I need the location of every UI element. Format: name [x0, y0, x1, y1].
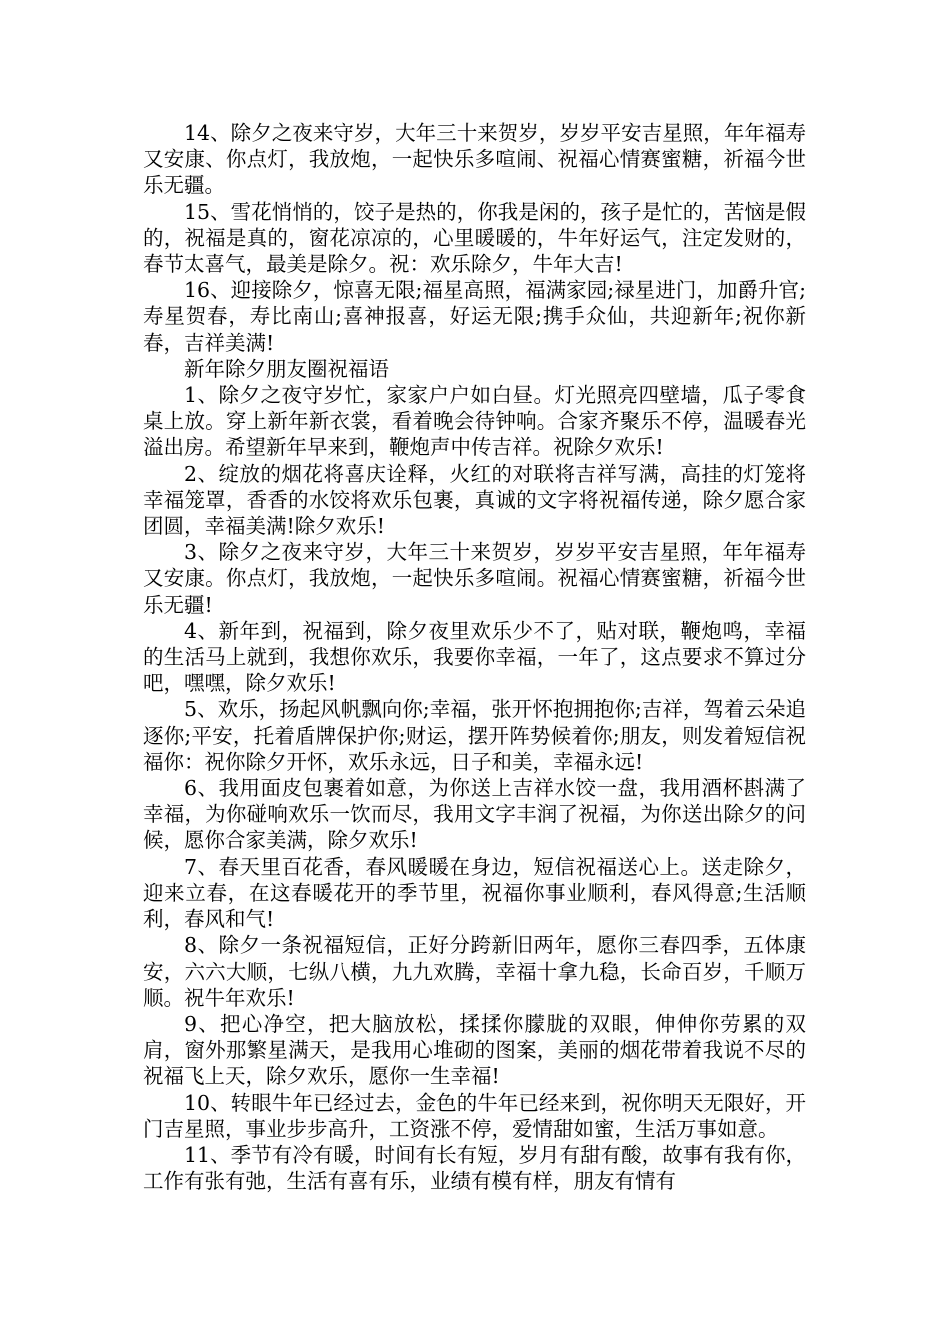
list-item-10: 10、转眼牛年已经过去，金色的牛年已经来到，祝你明天无限好，开门吉星照，事业步步高升，工资涨不停，爱情甜如蜜，生活万事如意。	[143, 1090, 806, 1141]
list-item-9: 9、把心净空，把大脑放松，揉揉你朦胧的双眼，伸伸你劳累的双肩，窗外那繁星满天，是我用心堆砌的图案，美丽的烟花带着我说不尽的祝福飞上天，除夕欢乐，愿你一生幸福!	[143, 1011, 806, 1089]
paragraph-15: 15、雪花悄悄的，饺子是热的，你我是闲的，孩子是忙的，苦恼是假的，祝福是真的，窗花凉凉的，心里暖暖的，牛年好运气，注定发财的，春节太喜气，最美是除夕。祝：欢乐除夕，牛年大吉!	[143, 199, 806, 277]
section-heading: 新年除夕朋友圈祝福语	[184, 356, 389, 381]
list-item-5: 5、欢乐，扬起风帆飘向你;幸福，张开怀抱拥抱你;吉祥，驾着云朵追逐你;平安，托着盾牌保护你;财运，摆开阵势候着你;朋友，则发着短信祝福你：祝你除夕开怀，欢乐永远，日子和美，幸福永远!	[143, 697, 806, 774]
list-item-8: 8、除夕一条祝福短信，正好分跨新旧两年，愿你三春四季，五体康安，六六大顺，七纵八横，九九欢腾，幸福十拿九稳，长命百岁，千顺万顺。祝牛年欢乐!	[143, 933, 806, 1010]
list-item-1: 1、除夕之夜守岁忙，家家户户如白昼。灯光照亮四壁墙，瓜子零食桌上放。穿上新年新衣裳，看着晚会待钟响。合家齐聚乐不停，温暖春光溢出房。希望新年早来到，鞭炮声中传吉祥。祝除夕欢乐!	[143, 383, 806, 460]
list-item-2: 2、绽放的烟花将喜庆诠释，火红的对联将吉祥写满，高挂的灯笼将幸福笼罩，香香的水饺将欢乐包裹，真诚的文字将祝福传递，除夕愿合家团圆，幸福美满!除夕欢乐!	[143, 461, 806, 539]
list-item-11: 11、季节有冷有暖，时间有长有短，岁月有甜有酸，故事有我有你，工作有张有弛，生活有喜有乐，业绩有模有样，朋友有情有	[143, 1142, 806, 1194]
document-body	[143, 120, 806, 1194]
list-item-7: 7、春天里百花香，春风暖暖在身边，短信祝福送心上。送走除夕，迎来立春，在这春暖花开的季节里，祝福你事业顺利，春风得意;生活顺利，春风和气!	[143, 854, 806, 932]
paragraph-14: 14、除夕之夜来守岁，大年三十来贺岁，岁岁平安吉星照，年年福寿又安康、你点灯，我放炮，一起快乐多喧闹、祝福心情赛蜜糖，祈福今世乐无疆。	[143, 121, 806, 198]
list-item-4: 4、新年到，祝福到，除夕夜里欢乐少不了，贴对联，鞭炮鸣，幸福的生活马上就到，我想你欢乐，我要你幸福，一年了，这点要求不算过分吧，嘿嘿，除夕欢乐!	[143, 618, 806, 696]
list-item-3: 3、除夕之夜来守岁，大年三十来贺岁，岁岁平安吉星照，年年福寿又安康。你点灯，我放炮，一起快乐多喧闹。祝福心情赛蜜糖，祈福今世乐无疆!	[143, 540, 806, 617]
paragraph-16: 16、迎接除夕，惊喜无限;福星高照，福满家园;禄星进门，加爵升官;寿星贺春，寿比南山;喜神报喜，好运无限;携手众仙，共迎新年;祝你新春，吉祥美满!	[143, 278, 806, 355]
list-item-6: 6、我用面皮包裹着如意，为你送上吉祥水饺一盘，我用酒杯斟满了幸福，为你碰响欢乐一饮而尽，我用文字丰润了祝福，为你送出除夕的问候，愿你合家美满，除夕欢乐!	[143, 776, 806, 853]
